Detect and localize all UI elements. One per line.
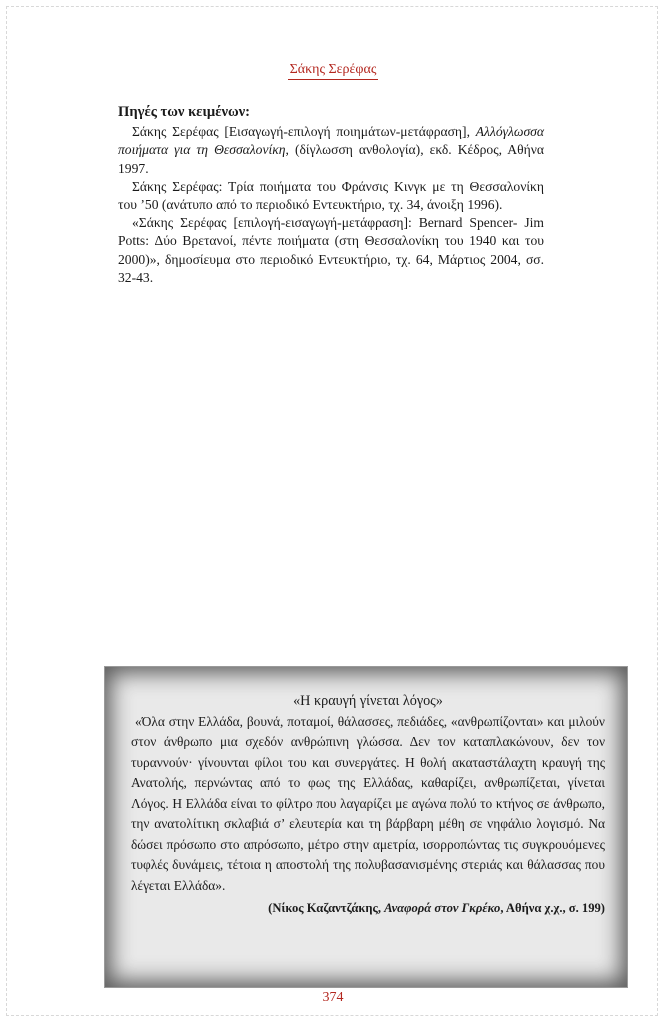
source-entry-1-title: Αλλόγλωσσα ποιήματα για τη Θεσσαλονίκη [118, 124, 544, 158]
quote-citation-rest: , Αθήνα χ.χ., σ. 199) [500, 901, 605, 915]
page-bottom-edge [6, 1015, 658, 1016]
source-entry-1-prefix: Σάκης Σερέφας [Εισαγωγή-επιλογή ποιημάτων-μετάφραση], [132, 124, 476, 140]
quote-box [104, 666, 628, 988]
quote-content [131, 691, 605, 919]
quote-citation [131, 898, 605, 919]
page-number: 374 [322, 990, 344, 1005]
running-header [0, 62, 666, 78]
source-entry-3: «Σάκης Σερέφας [επιλογή-εισαγωγή-μετάφραση]: Bernard Spencer- Jim Potts: Δύο Βρετανοί, πέντε ποιήματα (στη Θεσσαλονίκη του 1940 και του 2000)», δημοσίευμα στο περιοδικό Εντευκτήριο, τχ. 64, Μάρτιος 2004, σσ. 32-43. [118, 215, 544, 285]
quote-citation-work: Αναφορά στον Γκρέκο [384, 901, 501, 915]
quote-body: «Όλα στην Ελλάδα, βουνά, ποταμοί, θάλασσες, πεδιάδες, «ανθρωπίζονται» και μιλούν στον άνθρωπο μια σχεδόν ανθρώπινη γλώσσα. Δεν τον καταπλακώνουν, δεν τον τυραννούν· γίνουνται φίλοι του και συνεργάτες. Η θολή ακαταστάλαχτη κραυγή της Ανατολής, περνώντας από το φως της Ελλάδας, καθαρίζει, ανθρωπίζεται, γίνεται Λόγος. Η Ελλάδα είναι το φίλτρο που λαγαρίζει με αγώνα πολύ το κτήνος σε άνθρωπο, την ανατολίτικη σκλαβιά σ’ ελευτερία και τη βάρβαρη μέθη σε νηφάλιο λογισμό. Να δώσει πρόσωπο στο απρόσωπο, μέτρο στην αμετρία, ισορροπώντας τις συγκρουόμενες τυφλές δυνάμεις, τέτοια η αποστολή της πολυβασανισμένης στεριάς και θάλασσας που λέγεται Ελλάδα». [131, 713, 605, 893]
source-entry-1-suffix: , (δίγλωσση ανθολογία), εκδ. Κέδρος, Αθήνα 1997. [118, 142, 544, 176]
source-entry-2: Σάκης Σερέφας: Τρία ποιήματα του Φράνσις Κινγκ με τη Θεσσαλονίκη του ’50 (ανάτυπο από το περιοδικό Εντευκτήριο, τχ. 34, άνοιξη 1996). [118, 178, 544, 213]
quote-title: «Η κραυγή γίνεται λόγος» [293, 693, 443, 709]
sources-heading: Πηγές των κειμένων: [118, 104, 251, 120]
sources-section [118, 103, 544, 287]
source-entry-1 [118, 123, 544, 178]
quote-citation-author: (Νίκος Καζαντζάκης, [268, 901, 385, 915]
running-header-title: Σάκης Σερέφας [288, 62, 379, 80]
